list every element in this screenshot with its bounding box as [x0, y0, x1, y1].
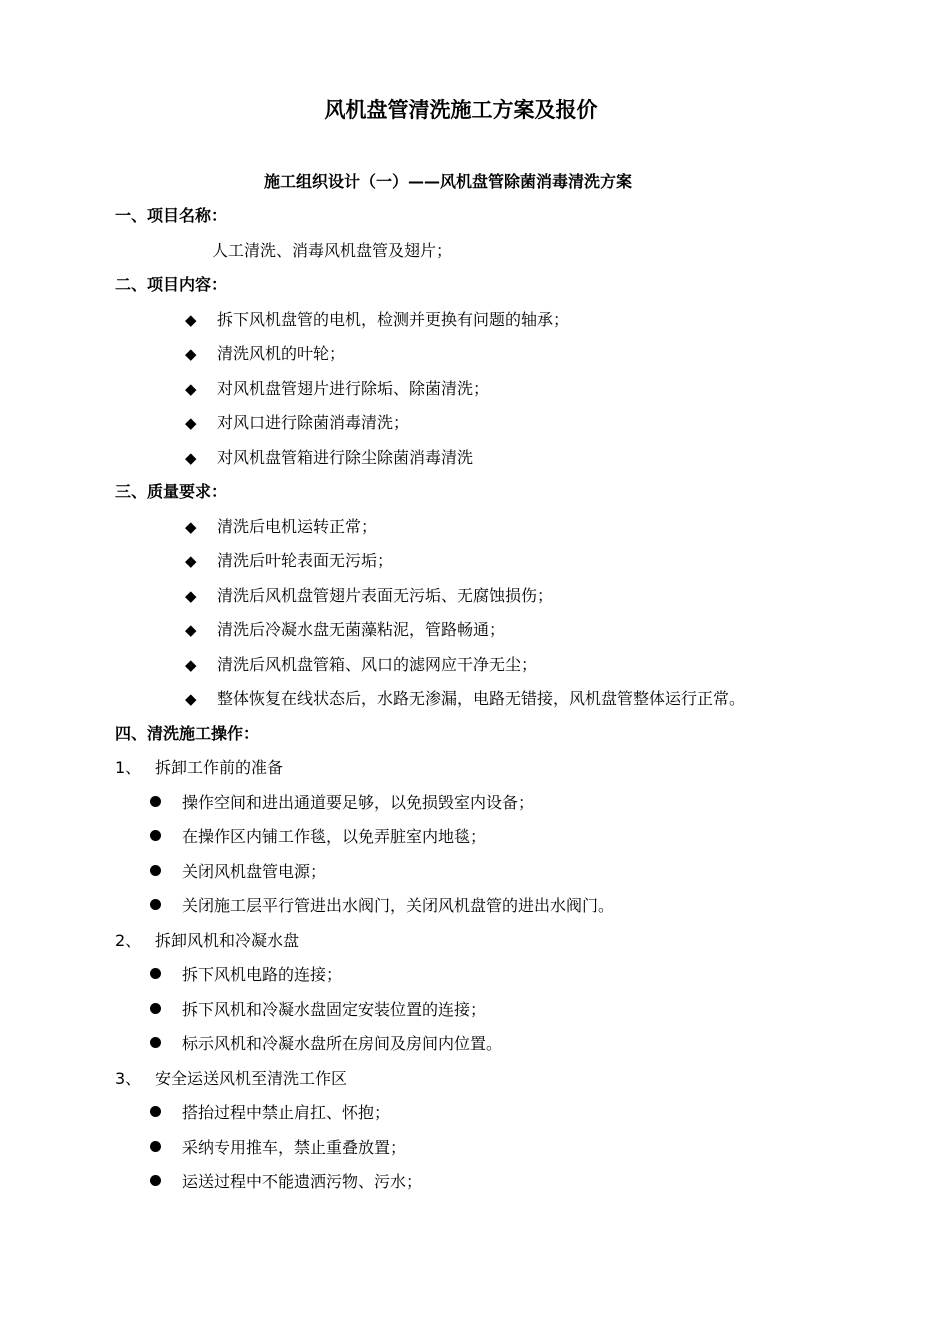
- step-number: 2、: [115, 931, 142, 950]
- list-item-text: 清洗后冷凝水盘无菌藻粘泥，管路畅通；: [217, 620, 506, 639]
- step-label: 拆卸风机和冷凝水盘: [155, 931, 300, 950]
- list-item-text: 在操作区内铺工作毯，以免弄脏室内地毯；: [182, 827, 487, 846]
- list-item: [150, 1032, 502, 1056]
- list-item-text: 拆下风机电路的连接；: [182, 965, 343, 984]
- list-item-text: 关闭施工层平行管进出水阀门，关闭风机盘管的进出水阀门。: [182, 896, 615, 915]
- list-item-text: 搭抬过程中禁止肩扛、怀抱；: [182, 1103, 391, 1122]
- list-item-text: 运送过程中不能遗洒污物、污水；: [182, 1172, 423, 1191]
- dot-bullet-icon: [150, 968, 161, 979]
- step-label: 安全运送风机至清洗工作区: [155, 1069, 348, 1088]
- dot-bullet-icon: [150, 830, 161, 841]
- dot-bullet-icon: [150, 1003, 161, 1014]
- step-heading: [115, 756, 283, 780]
- section-heading-project-name: 一、项目名称：: [115, 206, 228, 225]
- document-subtitle: 施工组织设计（一）——风机盘管除菌消毒清洗方案: [263, 172, 632, 191]
- section-heading-cleaning-operation: 四、清洗施工操作：: [115, 724, 260, 743]
- diamond-bullet-icon: ◆: [185, 311, 197, 329]
- diamond-bullet-icon: ◆: [185, 518, 197, 536]
- list-item: [185, 377, 489, 401]
- dot-bullet-icon: [150, 1106, 161, 1117]
- document-title: 风机盘管清洗施工方案及报价: [324, 98, 598, 122]
- list-item-text: 拆下风机和冷凝水盘固定安装位置的连接；: [182, 1000, 487, 1019]
- list-item-text: 对风口进行除菌消毒清洗；: [217, 413, 410, 432]
- list-item-text: 操作空间和进出通道要足够，以免损毁室内设备；: [182, 793, 535, 812]
- list-item: [150, 860, 326, 884]
- step-heading: [115, 1067, 347, 1091]
- diamond-bullet-icon: ◆: [185, 345, 197, 363]
- list-item-text: 整体恢复在线状态后，水路无渗漏，电路无错接，风机盘管整体运行正常。: [217, 689, 746, 708]
- project-name-text: 人工清洗、消毒风机盘管及翅片；: [212, 241, 453, 260]
- list-item: [150, 1101, 390, 1125]
- list-item-text: 对风机盘管翅片进行除垢、除菌清洗；: [217, 379, 490, 398]
- dot-bullet-icon: [150, 796, 161, 807]
- list-item: [150, 963, 342, 987]
- list-item: [150, 1170, 422, 1194]
- diamond-bullet-icon: ◆: [185, 414, 197, 432]
- list-item-text: 对风机盘管箱进行除尘除菌消毒清洗: [217, 448, 474, 467]
- step-number: 3、: [115, 1069, 142, 1088]
- dot-bullet-icon: [150, 1175, 161, 1186]
- list-item-text: 关闭风机盘管电源；: [182, 862, 327, 881]
- list-item: [185, 342, 345, 366]
- list-item: [185, 584, 553, 608]
- diamond-bullet-icon: ◆: [185, 380, 197, 398]
- list-item-text: 清洗后风机盘管箱、风口的滤网应干净无尘；: [217, 655, 538, 674]
- list-item: [185, 549, 393, 573]
- diamond-bullet-icon: ◆: [185, 587, 197, 605]
- list-item-text: 采纳专用推车，禁止重叠放置；: [182, 1138, 407, 1157]
- list-item: [150, 825, 486, 849]
- step-number: 1、: [115, 758, 142, 777]
- diamond-bullet-icon: ◆: [185, 449, 197, 467]
- list-item-text: 清洗后风机盘管翅片表面无污垢、无腐蚀损伤；: [217, 586, 554, 605]
- dot-bullet-icon: [150, 899, 161, 910]
- list-item: [185, 653, 537, 677]
- list-item-text: 清洗风机的叶轮；: [217, 344, 346, 363]
- list-item: [185, 411, 409, 435]
- list-item: [185, 308, 569, 332]
- list-item-text: 清洗后叶轮表面无污垢；: [217, 551, 394, 570]
- dot-bullet-icon: [150, 1141, 161, 1152]
- diamond-bullet-icon: ◆: [185, 656, 197, 674]
- section-heading-project-content: 二、项目内容：: [115, 275, 228, 294]
- dot-bullet-icon: [150, 1037, 161, 1048]
- list-item: [185, 515, 377, 539]
- dot-bullet-icon: [150, 865, 161, 876]
- step-heading: [115, 929, 299, 953]
- list-item: [150, 998, 486, 1022]
- list-item: [150, 1136, 406, 1160]
- diamond-bullet-icon: ◆: [185, 621, 197, 639]
- list-item: [150, 894, 614, 918]
- list-item-text: 拆下风机盘管的电机，检测并更换有问题的轴承；: [217, 310, 570, 329]
- step-label: 拆卸工作前的准备: [155, 758, 284, 777]
- list-item-text: 清洗后电机运转正常；: [217, 517, 378, 536]
- list-item: [185, 618, 505, 642]
- diamond-bullet-icon: ◆: [185, 690, 197, 708]
- list-item: [185, 687, 745, 711]
- list-item: [150, 791, 534, 815]
- section-heading-quality-requirements: 三、质量要求：: [115, 482, 228, 501]
- diamond-bullet-icon: ◆: [185, 552, 197, 570]
- list-item: [185, 446, 473, 470]
- list-item-text: 标示风机和冷凝水盘所在房间及房间内位置。: [182, 1034, 503, 1053]
